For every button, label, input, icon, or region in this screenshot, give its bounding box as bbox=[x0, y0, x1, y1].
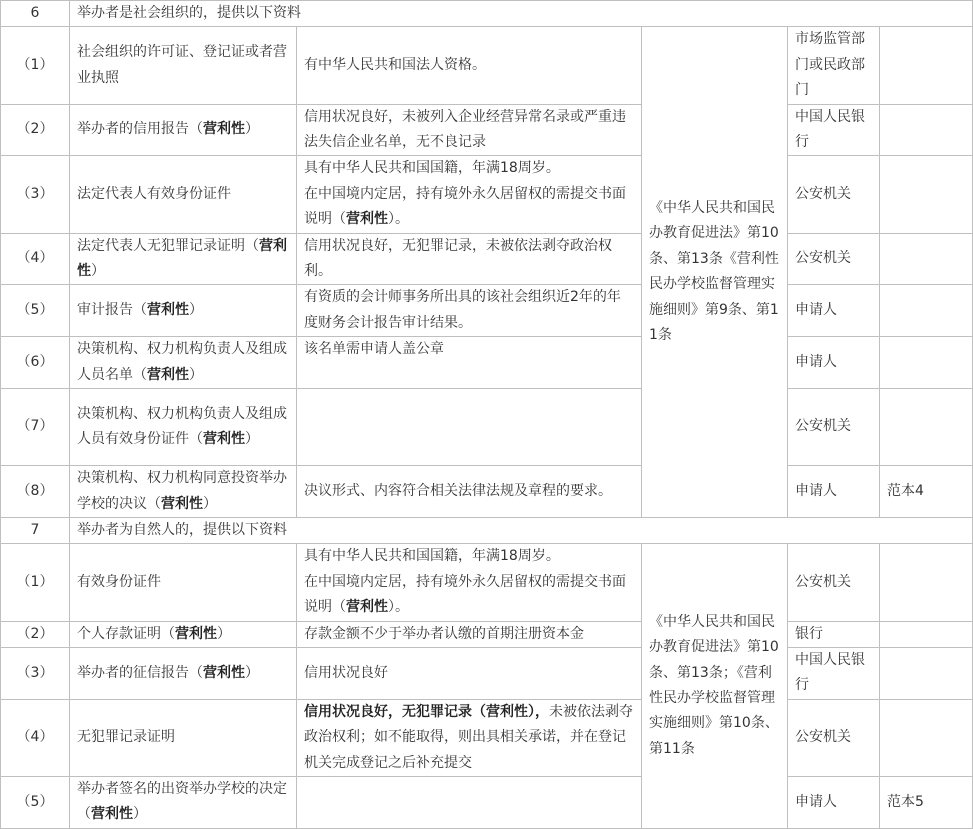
requirement-cell: 决议形式、内容符合相关法律法规及章程的要求。 bbox=[297, 466, 642, 518]
issuer-cell: 公安机关 bbox=[788, 544, 880, 621]
row-number: （1） bbox=[1, 544, 70, 621]
requirement-cell: 信用状况良好，无犯罪记录，未被依法剥夺政治权利。 bbox=[297, 233, 642, 285]
material-cell: 法定代表人无犯罪记录证明（营利性） bbox=[70, 233, 297, 285]
table-row bbox=[1, 233, 973, 285]
issuer-cell: 市场监管部门或民政部门 bbox=[788, 27, 880, 104]
section-title: 举办者是社会组织的，提供以下资料 bbox=[70, 1, 973, 27]
table-row bbox=[1, 104, 973, 156]
requirement-cell: 信用状况良好，未被列入企业经营异常名录或严重违法失信企业名单，无不良记录 bbox=[297, 104, 642, 156]
requirement-cell: 具有中华人民共和国国籍，年满18周岁。 在中国境内定居，持有境外永久居留权的需提交书面说明（营利性）。 bbox=[297, 544, 642, 621]
row-number: （1） bbox=[1, 27, 70, 104]
requirement-cell: 该名单需申请人盖公章 bbox=[297, 337, 642, 389]
requirement-cell: 存款金额不少于举办者认缴的首期注册资本金 bbox=[297, 621, 642, 647]
issuer-cell: 申请人 bbox=[788, 285, 880, 337]
material-cell: 举办者的信用报告（营利性） bbox=[70, 104, 297, 156]
legal-basis-cell: 《中华人民共和国民办教育促进法》第10条、第13条；《营利性民办学校监督管理实施细则》第10条、第11条 bbox=[642, 544, 788, 828]
sample-cell: 范本4 bbox=[880, 466, 973, 518]
sample-cell bbox=[880, 337, 973, 389]
table-row bbox=[1, 776, 973, 828]
table-row bbox=[1, 647, 973, 699]
row-number: （5） bbox=[1, 776, 70, 828]
row-number: （8） bbox=[1, 466, 70, 518]
material-cell: 举办者签名的出资举办学校的决定（营利性） bbox=[70, 776, 297, 828]
issuer-cell: 公安机关 bbox=[788, 389, 880, 466]
requirement-cell bbox=[297, 776, 642, 828]
table-row bbox=[1, 285, 973, 337]
issuer-cell: 公安机关 bbox=[788, 699, 880, 776]
row-number: （3） bbox=[1, 156, 70, 233]
requirement-cell: 有资质的会计师事务所出具的该社会组织近2年的年度财务会计报告审计结果。 bbox=[297, 285, 642, 337]
material-cell: 有效身份证件 bbox=[70, 544, 297, 621]
sample-cell bbox=[880, 233, 973, 285]
material-cell: 决策机构、权力机构同意投资举办学校的决议（营利性） bbox=[70, 466, 297, 518]
sample-cell: 范本5 bbox=[880, 776, 973, 828]
issuer-cell: 申请人 bbox=[788, 466, 880, 518]
table-row bbox=[1, 466, 973, 518]
sample-cell bbox=[880, 699, 973, 776]
section-title: 举办者为自然人的，提供以下资料 bbox=[70, 517, 973, 543]
issuer-cell: 申请人 bbox=[788, 337, 880, 389]
table-row bbox=[1, 337, 973, 389]
section-header-row bbox=[1, 517, 973, 543]
section-number: 7 bbox=[1, 517, 70, 543]
sample-cell bbox=[880, 285, 973, 337]
row-number: （2） bbox=[1, 621, 70, 647]
row-number: （3） bbox=[1, 647, 70, 699]
row-number: （7） bbox=[1, 389, 70, 466]
section-header-row bbox=[1, 1, 973, 27]
row-number: （4） bbox=[1, 233, 70, 285]
material-cell: 决策机构、权力机构负责人及组成人员名单（营利性） bbox=[70, 337, 297, 389]
requirement-cell: 信用状况良好，无犯罪记录（营利性），未被依法剥夺政治权利；如不能取得，则出具相关承诺，并在登记机关完成登记之后补充提交 bbox=[297, 699, 642, 776]
legal-basis-cell: 《中华人民共和国民办教育促进法》第10条、第13条《营利性民办学校监督管理实施细则》第9条、第11条 bbox=[642, 27, 788, 518]
requirement-cell: 有中华人民共和国法人资格。 bbox=[297, 27, 642, 104]
issuer-cell: 中国人民银行 bbox=[788, 647, 880, 699]
sample-cell bbox=[880, 647, 973, 699]
section-number: 6 bbox=[1, 1, 70, 27]
material-cell: 社会组织的许可证、登记证或者营业执照 bbox=[70, 27, 297, 104]
row-number: （2） bbox=[1, 104, 70, 156]
sample-cell bbox=[880, 27, 973, 104]
row-number: （4） bbox=[1, 699, 70, 776]
material-cell: 举办者的征信报告（营利性） bbox=[70, 647, 297, 699]
table-row bbox=[1, 156, 973, 233]
row-number: （6） bbox=[1, 337, 70, 389]
table-row bbox=[1, 389, 973, 466]
sample-cell bbox=[880, 389, 973, 466]
table-row bbox=[1, 621, 973, 647]
material-cell: 决策机构、权力机构负责人及组成人员有效身份证件（营利性） bbox=[70, 389, 297, 466]
table-row bbox=[1, 699, 973, 776]
sample-cell bbox=[880, 621, 973, 647]
issuer-cell: 公安机关 bbox=[788, 233, 880, 285]
material-cell: 个人存款证明（营利性） bbox=[70, 621, 297, 647]
table-row bbox=[1, 544, 973, 621]
issuer-cell: 中国人民银行 bbox=[788, 104, 880, 156]
table-row bbox=[1, 27, 973, 104]
issuer-cell: 银行 bbox=[788, 621, 880, 647]
material-cell: 审计报告（营利性） bbox=[70, 285, 297, 337]
sample-cell bbox=[880, 544, 973, 621]
requirement-cell: 信用状况良好 bbox=[297, 647, 642, 699]
material-cell: 无犯罪记录证明 bbox=[70, 699, 297, 776]
requirement-cell bbox=[297, 389, 642, 466]
sample-cell bbox=[880, 104, 973, 156]
row-number: （5） bbox=[1, 285, 70, 337]
issuer-cell: 申请人 bbox=[788, 776, 880, 828]
requirement-cell: 具有中华人民共和国国籍，年满18周岁。 在中国境内定居，持有境外永久居留权的需提交书面说明（营利性）。 bbox=[297, 156, 642, 233]
sample-cell bbox=[880, 156, 973, 233]
issuer-cell: 公安机关 bbox=[788, 156, 880, 233]
material-cell: 法定代表人有效身份证件 bbox=[70, 156, 297, 233]
